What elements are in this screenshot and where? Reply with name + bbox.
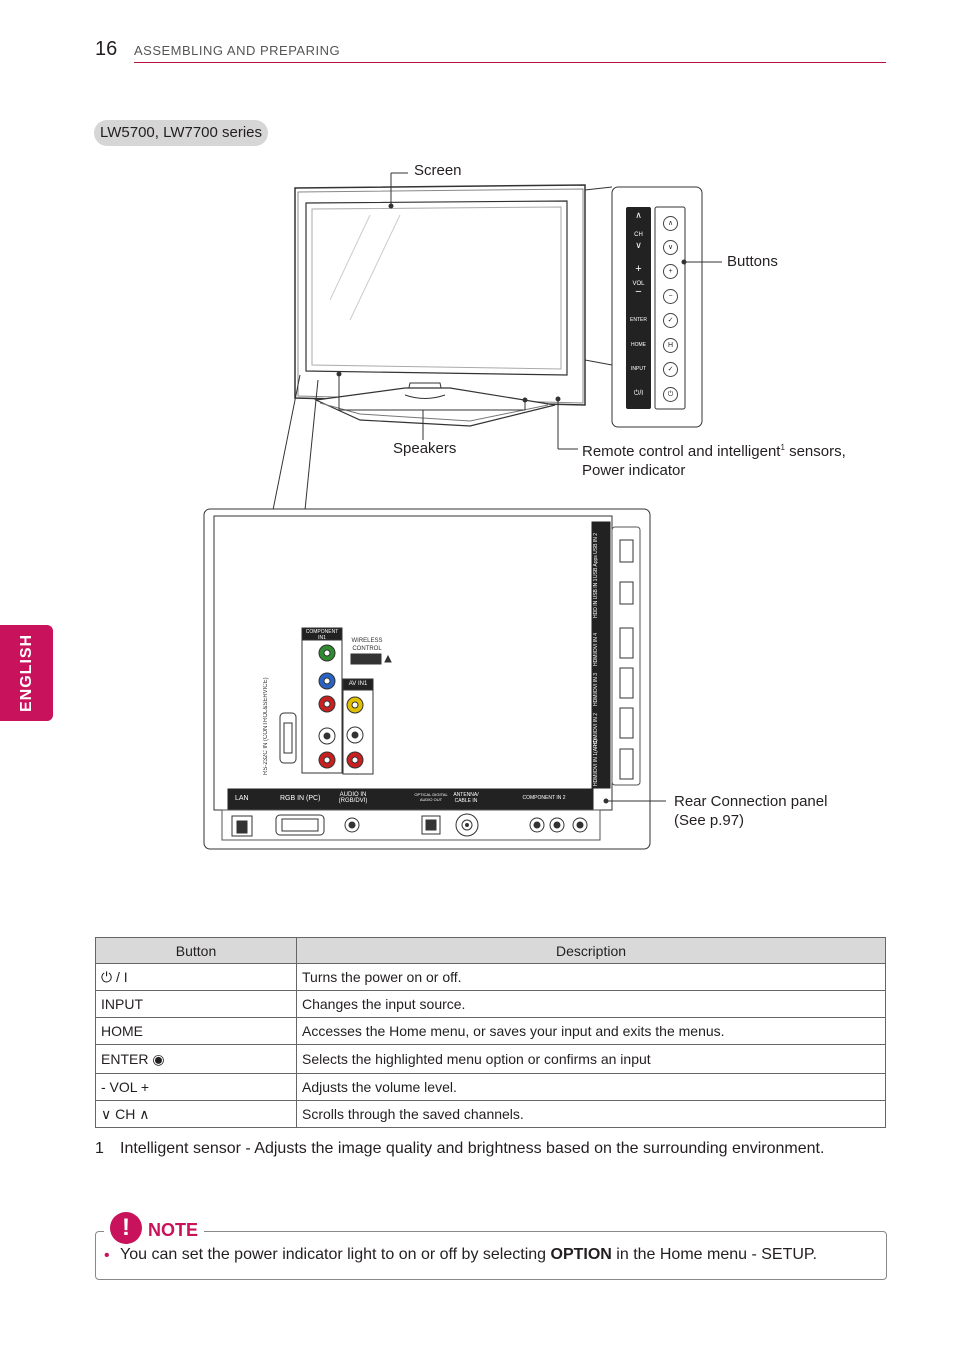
ch-up-button: ∧: [663, 216, 678, 231]
ch-down-icon: ∨: [635, 240, 642, 250]
hdmi2-label: HDMI/DVI IN 2: [593, 712, 599, 746]
power-label: ⏻/I: [633, 390, 644, 397]
table-cell-button: ⏻ / I: [96, 964, 297, 991]
button-description-table: [95, 937, 886, 1128]
note-text-b: in the Home menu - SETUP.: [611, 1246, 817, 1263]
table-cell-button: ∨ CH ∧: [96, 1101, 297, 1128]
optical-label: OPTICAL DIGITAL AUDIO OUT: [414, 792, 448, 802]
table-cell-description: Scrolls through the saved channels.: [297, 1101, 886, 1128]
table-cell-description: Adjusts the volume level.: [297, 1074, 886, 1101]
ch-label: CH: [634, 232, 643, 238]
note-exclamation-icon: !: [110, 1212, 142, 1244]
sensors-label: [582, 443, 846, 460]
hdmi1-label: HDMI/DVI IN 1(ARC): [593, 739, 599, 786]
vol-label: VOL: [632, 281, 645, 287]
home-button: H: [663, 338, 678, 353]
sensors-footnote-mark: 1: [780, 443, 785, 452]
buttons-label: Buttons: [727, 253, 778, 270]
table-header-button: Button: [96, 938, 297, 964]
av-in1-label: AV IN1: [348, 681, 368, 687]
hdd-in-label: HDD IN USB IN 1: [593, 578, 599, 618]
table-row: [96, 1074, 886, 1101]
table-cell-button: ENTER ◉: [96, 1045, 297, 1074]
table-header-row: [96, 938, 886, 964]
note-text-option: OPTION: [550, 1246, 612, 1263]
power-indicator-label: Power indicator: [582, 462, 686, 479]
lan-label: LAN: [235, 795, 249, 802]
screen-label: Screen: [414, 162, 462, 179]
table-cell-description: Selects the highlighted menu option or confirms an input: [297, 1045, 886, 1074]
table-row: [96, 964, 886, 991]
table-cell-button: INPUT: [96, 991, 297, 1018]
hdmi4-label: HDMI/DVI IN 4: [593, 632, 599, 666]
table-row: [96, 991, 886, 1018]
enter-label: ENTER: [630, 317, 647, 323]
table-cell-description: Turns the power on or off.: [297, 964, 886, 991]
usb-apps-label: USB Apps USB IN 2: [593, 532, 599, 578]
page-number: 16: [95, 38, 118, 60]
note-bullet: •: [104, 1247, 110, 1264]
note-text-a: You can set the power indicator light to on or off by selecting: [120, 1246, 551, 1263]
av-in2-label: AV IN 2: [534, 784, 552, 790]
table-row: [96, 1018, 886, 1045]
rear-panel-ref: (See p.97): [674, 812, 745, 829]
rgb-in-label: RGB IN (PC): [280, 795, 321, 802]
table-cell-button: HOME: [96, 1018, 297, 1045]
component-in2-label: COMPONENT IN 2: [522, 795, 566, 801]
power-button-icon: ⏻: [663, 387, 678, 402]
footnote-text: Intelligent sensor - Adjusts the image quality and brightness based on the surrounding environment.: [120, 1140, 825, 1157]
table-row: [96, 1045, 886, 1074]
ch-up-icon: ∧: [635, 210, 642, 220]
antenna-label: ANTENNA/ CABLE IN: [453, 792, 479, 804]
speakers-label: Speakers: [393, 440, 457, 457]
vol-down-button: −: [663, 289, 678, 304]
footnote-number: 1: [95, 1140, 104, 1157]
series-label: LW5700, LW7700 series: [94, 120, 268, 146]
vol-down-icon: −: [635, 286, 642, 298]
rear-panel-label: Rear Connection panel: [674, 793, 828, 810]
note-text: [120, 1246, 817, 1264]
table-header-description: Description: [297, 938, 886, 964]
home-label: HOME: [631, 342, 646, 348]
sensors-label-a: Remote control and intelligent: [582, 443, 781, 460]
vol-up-icon: +: [635, 263, 642, 275]
sensors-label-b: sensors,: [784, 443, 846, 460]
table-cell-description: Accesses the Home menu, or saves your input and exits the menus.: [297, 1018, 886, 1045]
note-title: NOTE: [148, 1220, 199, 1240]
input-label: INPUT: [631, 366, 646, 372]
wireless-control-label: WIRELESS CONTROL: [351, 638, 383, 652]
section-title: ASSEMBLING AND PREPARING: [134, 43, 341, 58]
table-cell-button: - VOL +: [96, 1074, 297, 1101]
table-cell-description: Changes the input source.: [297, 991, 886, 1018]
enter-button: ✓: [663, 313, 678, 328]
component-in-label: COMPONENT IN1: [305, 629, 339, 641]
rs232c-label: RS-232C IN (CONTROL&SERVICE): [263, 677, 269, 775]
vol-up-button: +: [663, 264, 678, 279]
table-row: [96, 1101, 886, 1128]
input-button: ✓: [663, 362, 678, 377]
language-tab-label: ENGLISH: [18, 633, 35, 713]
hdmi3-label: HDMI/DVI IN 3: [593, 672, 599, 706]
ch-down-button: ∨: [663, 240, 678, 255]
audio-in-label: AUDIO IN (RGB/DVI): [338, 792, 368, 804]
